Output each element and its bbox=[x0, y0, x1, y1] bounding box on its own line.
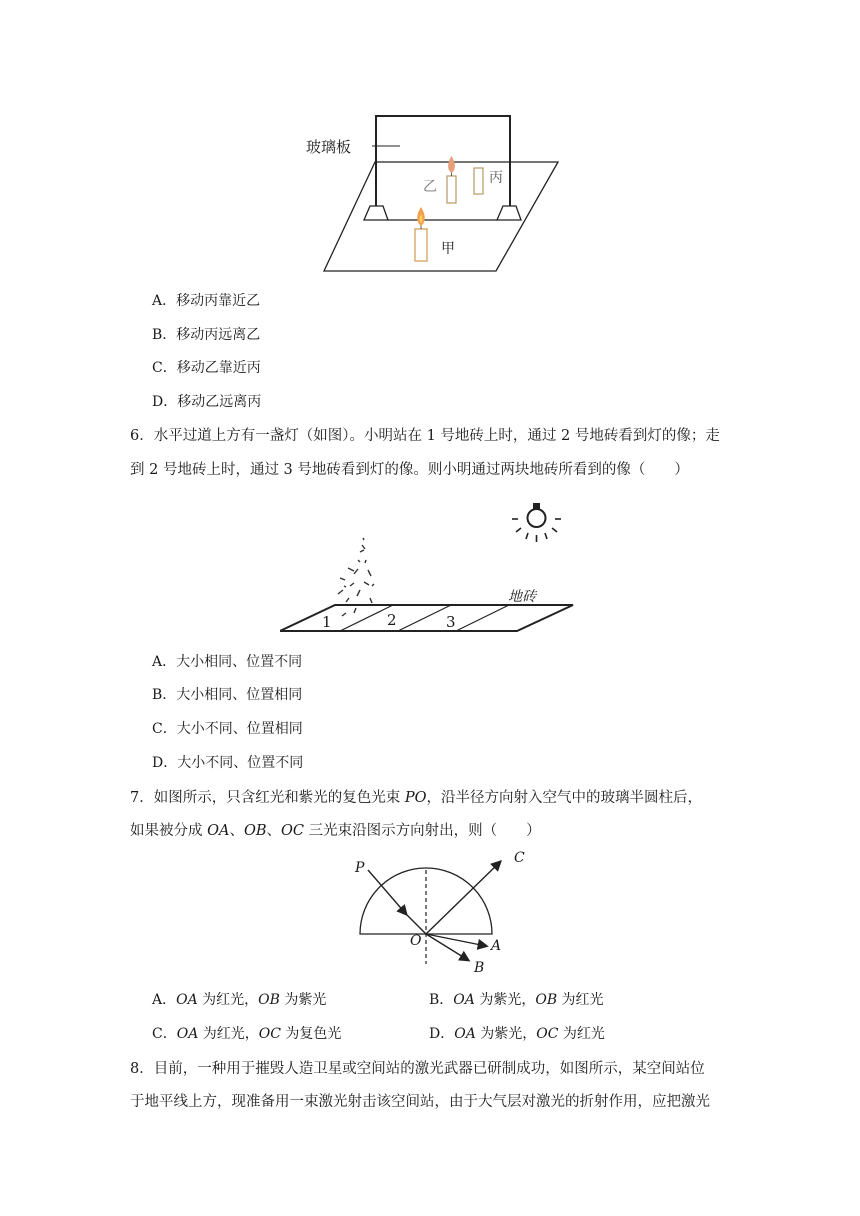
q8-stem-line-2: 于地平线上方，现准备用一束激光射击该空间站，由于大气层对激光的折射作用，应把激光 bbox=[130, 1094, 710, 1110]
point-p-label: P bbox=[355, 860, 365, 876]
q7-option-c: C．OA 为红光，OC 为复色光 bbox=[152, 1026, 342, 1042]
point-a-label: A bbox=[491, 938, 502, 954]
tile-number-3: 3 bbox=[446, 613, 456, 631]
glass-board-label: 玻璃板 bbox=[306, 138, 352, 156]
q6-option-a: A．大小相同、位置不同 bbox=[152, 654, 303, 670]
q6-stem-line-1: 6．水平过道上方有一盏灯（如图）。小明站在 1 号地砖上时，通过 2 号地砖看到灯的像；走 bbox=[130, 428, 720, 444]
q5-option-b: B．移动丙远离乙 bbox=[152, 327, 261, 343]
candle-yi-label: 乙 bbox=[423, 179, 437, 195]
point-b-label: B bbox=[474, 960, 485, 976]
q6-option-c: C．大小不同、位置相同 bbox=[152, 721, 303, 737]
q5-option-d: D．移动乙远离丙 bbox=[152, 394, 262, 410]
semicircle-refraction-figure bbox=[350, 848, 510, 978]
q6-option-b: B．大小相同、位置相同 bbox=[152, 687, 303, 703]
q6-option-d: D．大小不同、位置不同 bbox=[152, 755, 304, 771]
lamp-icon bbox=[512, 503, 561, 542]
tile-number-1: 1 bbox=[322, 613, 332, 631]
q7-option-a: A．OA 为红光，OB 为紫光 bbox=[152, 992, 327, 1008]
q5-option-c: C．移动乙靠近丙 bbox=[152, 360, 261, 376]
tile-number-2: 2 bbox=[387, 611, 397, 629]
candle-jia-label: 甲 bbox=[441, 241, 455, 257]
point-c-label: C bbox=[514, 850, 525, 866]
q7-stem-line-1: 7．如图所示，只含红光和紫光的复色光束 PO，沿半径方向射入空气中的玻璃半圆柱后， bbox=[130, 790, 702, 806]
candle-bing-label: 丙 bbox=[489, 170, 503, 186]
q7-stem-line-2: 如果被分成 OA、OB、OC 三光束沿图示方向射出，则（ ） bbox=[130, 823, 541, 839]
q5-option-a: A．移动丙靠近乙 bbox=[152, 293, 261, 309]
floor-tile-label: 地砖 bbox=[508, 589, 536, 605]
q7-option-d: D．OA 为紫光，OC 为红光 bbox=[429, 1026, 605, 1042]
q6-stem-line-2: 到 2 号地砖上时，通过 3 号地砖看到灯的像。则小明通过两块地砖所看到的像（ ） bbox=[130, 462, 689, 478]
q8-stem-line-1: 8．目前，一种用于摧毁人造卫星或空间站的激光武器已研制成功，如图所示，某空间站位 bbox=[130, 1061, 705, 1077]
q7-option-b: B．OA 为紫光，OB 为红光 bbox=[429, 992, 604, 1008]
point-o-label: O bbox=[410, 933, 422, 949]
